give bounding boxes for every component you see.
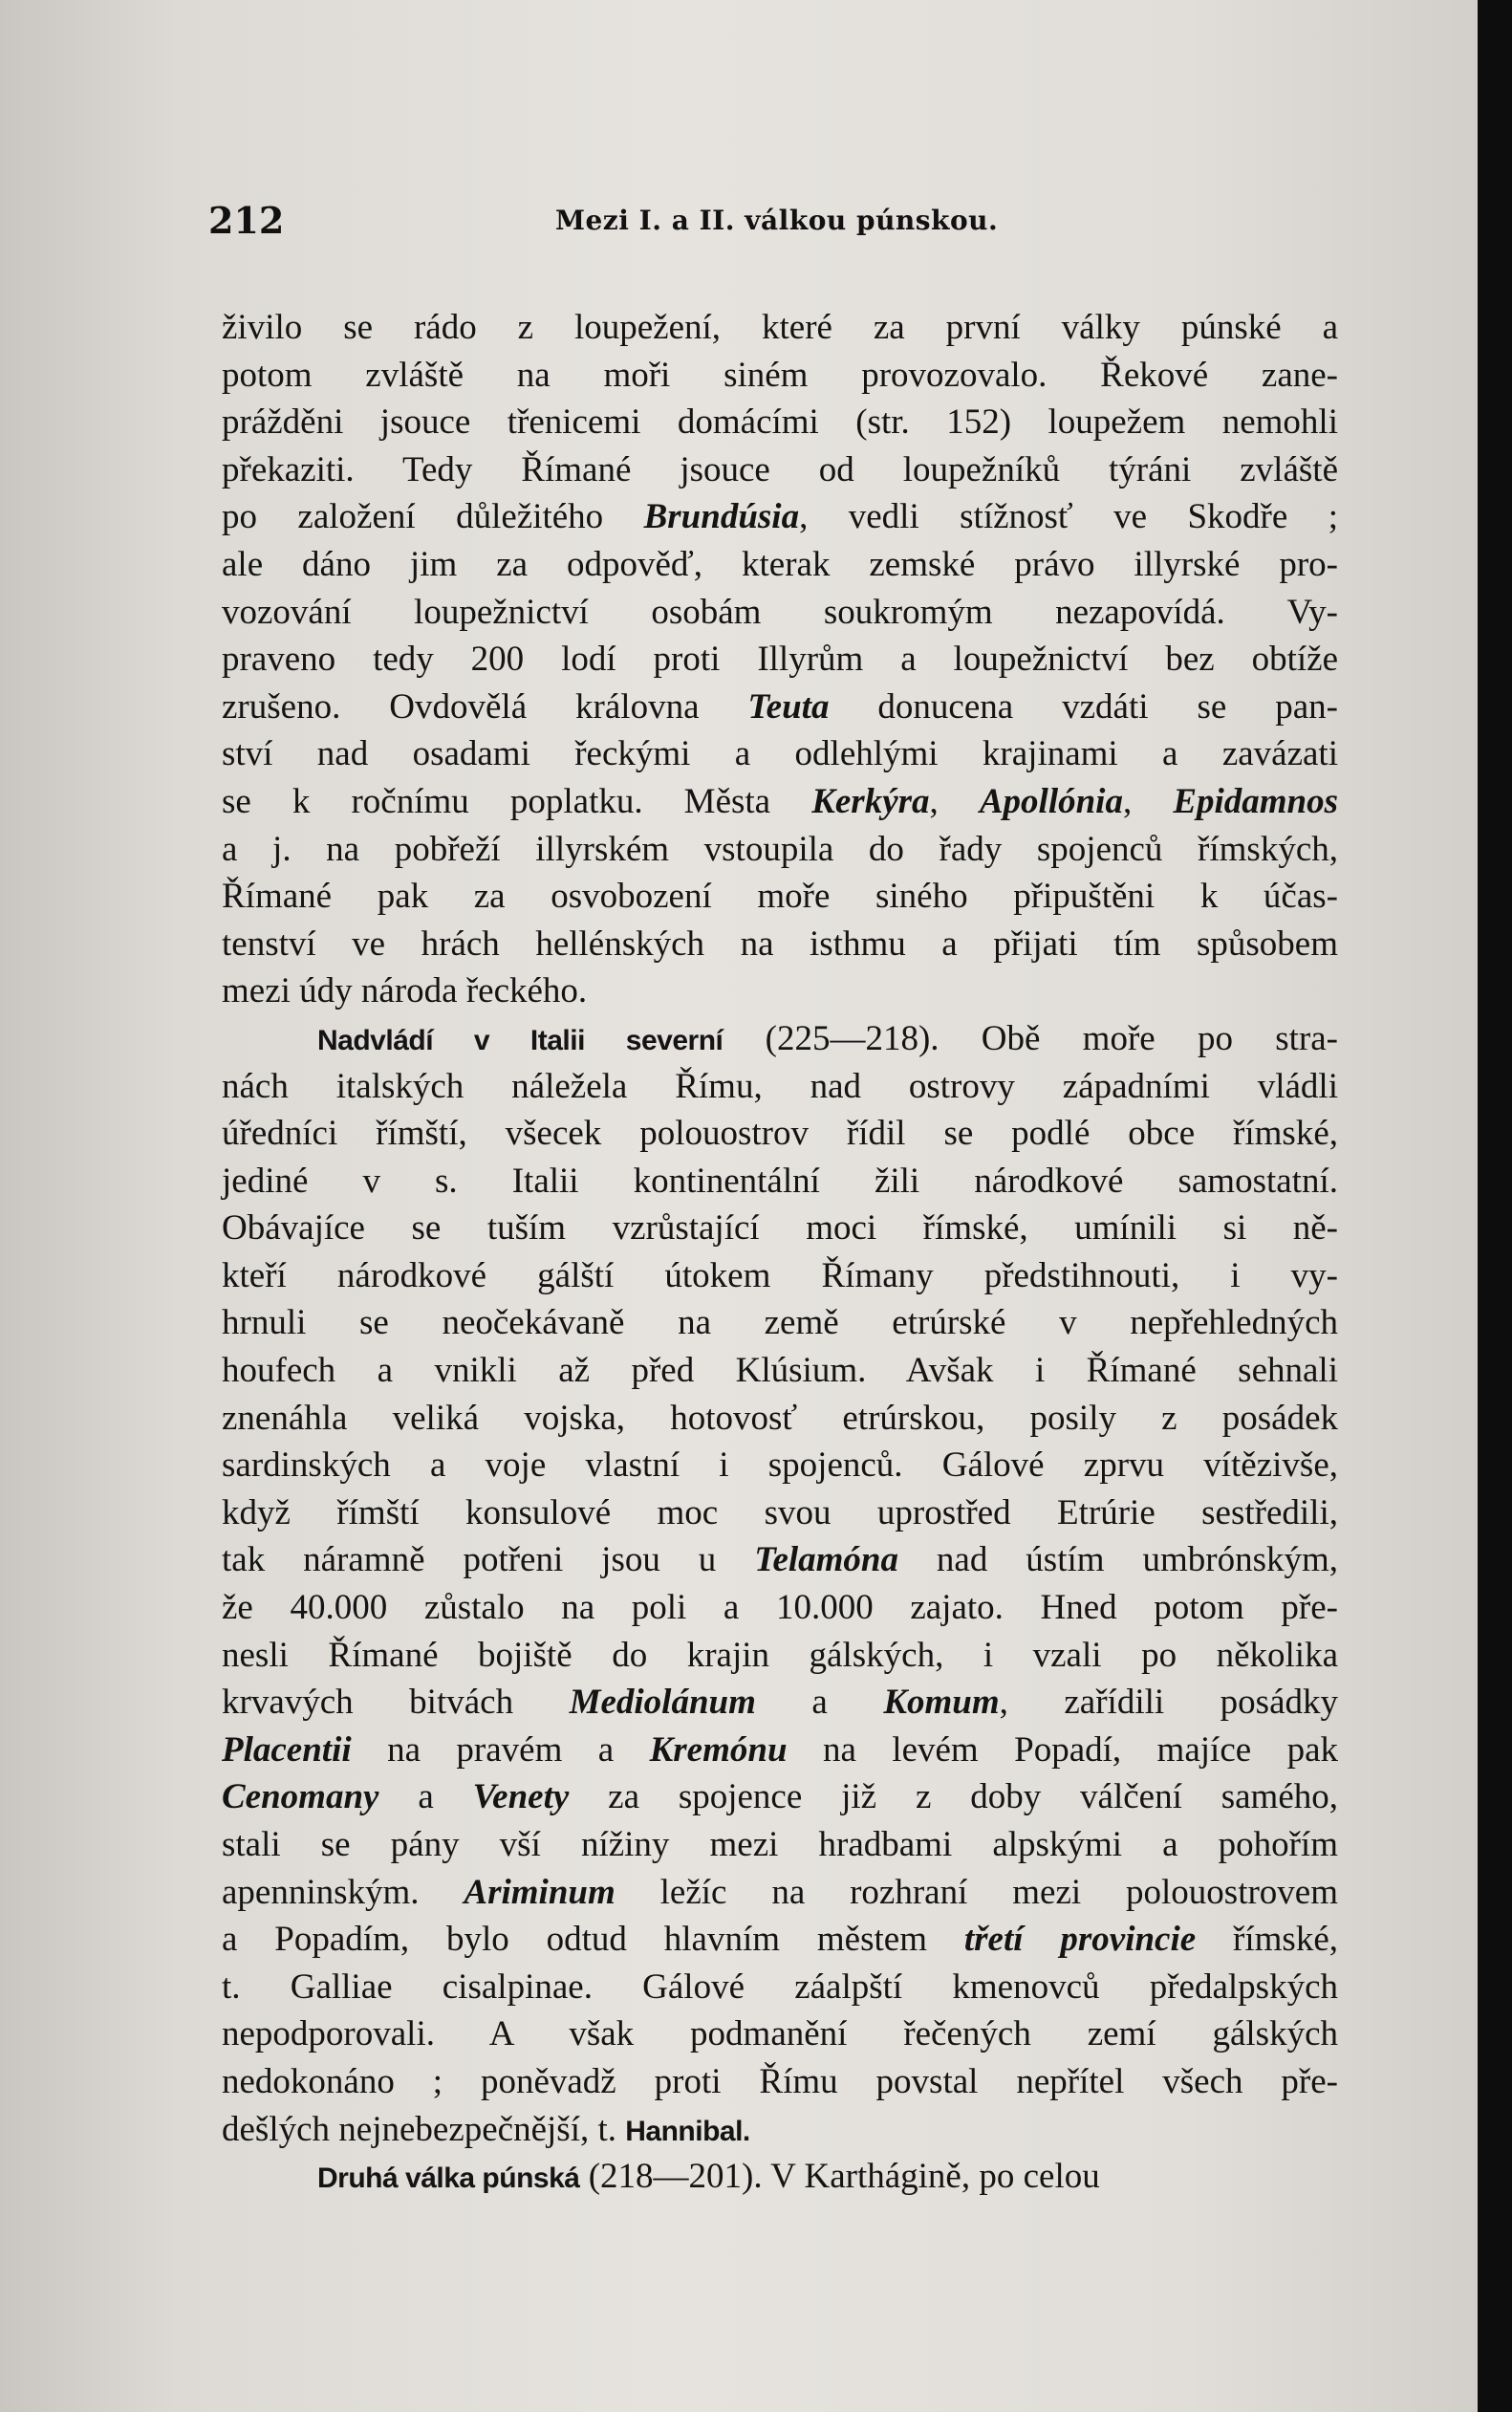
text-run: dešlých nejnebezpečnější, t. [222,2109,626,2149]
text-run: apenninským. [222,1872,464,1912]
running-head: Mezi I. a II. válkou púnskou. [555,205,999,236]
text-line [222,493,1338,541]
text-line [222,1347,1338,1395]
text-run: nách italských náležela Římu, nad ostrovy západními vládli [222,1066,1338,1106]
text-line [222,1395,1338,1443]
text-run: houfech a vnikli až před Klúsium. Avšak i Římané sehnali [222,1351,1338,1391]
text-run: Obávajíce se tuším vzrůstající moci římské, umínili si ně- [222,1208,1338,1249]
text-run: Římané pak za osvobození moře siného připuštěni k účas- [222,877,1338,917]
text-run: římské, [1196,1920,1339,1960]
text-line [222,1536,1338,1584]
text-line [222,1727,1338,1774]
text-line [222,826,1338,874]
text-line [222,1252,1338,1300]
text-run: sardinských a voje vlastní i spojenců. Gálové zprvu vítězivše, [222,1445,1338,1486]
text-line [222,1773,1338,1821]
text-line [222,1632,1338,1680]
text-run: nad ústím umbrónským, [898,1540,1338,1580]
text-run: nedokonáno ; poněvadž proti Římu povstal nepřítel všech pře- [222,2061,1338,2101]
text-run: na pravém a [351,1729,650,1770]
text-line [222,1205,1338,1252]
section-heading: Druhá válka púnská [317,2162,580,2195]
text-run: krvavých bitvách [222,1683,570,1723]
text-run: Ariminum [464,1872,616,1912]
text-run: (218—201). V Karthágině, po celou [579,2157,1100,2197]
text-run: Kremónu [649,1729,788,1770]
text-line [222,1964,1338,2011]
text-run: nepodporovali. A však podmanění řečených zemí gálských [222,2014,1338,2054]
text-line [222,1299,1338,1347]
text-line [222,1110,1338,1158]
text-run: nesli Římané bojiště do krajin gálských, i vzali po několika [222,1635,1338,1675]
text-run: kteří národkové gálští útokem Římany předstihnouti, i vy- [222,1255,1338,1295]
text-line [222,2058,1338,2106]
text-line [222,921,1338,968]
text-run: se k ročnímu poplatku. Města [222,781,812,821]
text-run: donucena vzdáti se pan- [829,686,1338,727]
text-line [222,352,1338,400]
text-run: třetí provincie [963,1920,1197,1960]
text-line [222,446,1338,494]
text-run: že 40.000 zůstalo na poli a 10.000 zajato. Hned potom pře- [222,1588,1338,1628]
text-run: (225—218). Obě moře po stra- [723,1018,1338,1058]
text-line [222,967,1338,1015]
text-line [222,1869,1338,1917]
text-line [222,2010,1338,2058]
text-run: živilo se rádo z loupežení, které za první války púnské a [222,308,1338,347]
section-heading: Hannibal. [625,2115,750,2147]
text-run: na levém Popadí, majíce pak [787,1729,1338,1770]
text-run: a [755,1683,884,1723]
text-run: ství nad osadami řeckými a odlehlými krajinami a zavázati [222,734,1338,774]
text-run: mezi údy národa řeckého. [222,971,588,1011]
text-line [222,2153,1338,2201]
text-run: tenství ve hrách hellénských na isthmu a přijati tím spůsobem [222,924,1338,964]
text-run: Venety [472,1777,570,1817]
text-run: potom zvláště na moři siném provozovalo. Řekové zane- [222,355,1338,395]
text-run: Brundúsia [643,497,800,537]
text-line [222,1063,1338,1111]
body-text [222,304,1338,2201]
text-run: stali se pány vší nížiny mezi hradbami alpskými a pohořím [222,1825,1338,1864]
text-line [222,1916,1338,1964]
text-run: Apollónia [979,781,1123,821]
text-run: ale dáno jim za odpověď, kterak zemské právo illyrské pro- [222,544,1338,584]
text-line [222,636,1338,684]
text-line [222,1015,1338,1063]
text-line [222,304,1338,352]
text-run: , [929,781,980,821]
text-line [222,684,1338,731]
text-run: , vedli stížnosť ve Skodře ; [799,497,1338,537]
section-heading: Nadvládí v Italii severní [317,1024,724,1056]
text-run: jediné v s. Italii kontinentální žili národkové samostatní. [222,1161,1338,1201]
text-run: znenáhla veliká vojska, hotovosť etrúrskou, posily z posádek [222,1398,1338,1438]
text-line [222,1158,1338,1206]
text-run: úředníci římští, všecek polouostrov řídil se podlé obce římské, [222,1114,1338,1154]
text-run: za spojence již z doby válčení samého, [569,1777,1338,1817]
text-run: tak náramně potřeni jsou u [222,1540,755,1580]
text-run: Mediolánum [569,1683,756,1723]
text-run: Kerkýra [811,781,930,821]
text-run: prážděni jsouce třenicemi domácími (str. 152) loupežem nemohli [222,402,1338,443]
text-run: a [378,1777,473,1817]
text-line [222,399,1338,446]
text-line [222,730,1338,778]
text-line [222,1442,1338,1489]
text-run: Telamóna [754,1540,898,1580]
text-run: a Popadím, bylo odtud hlavním městem [222,1920,964,1960]
text-run: a j. na pobřeží illyrském vstoupila do řady spojenců římských, [222,829,1338,869]
text-run: Placentii [222,1729,352,1770]
text-run: , [1122,781,1174,821]
text-line [222,1679,1338,1727]
text-run: zrušeno. Ovdovělá královna [222,686,748,727]
text-run: vozování loupežnictví osobám soukromým nezapovídá. Vy- [222,592,1338,632]
page-number: 212 [208,199,285,242]
text-line [222,873,1338,921]
text-line [222,1489,1338,1537]
text-line [222,2106,1338,2154]
text-run: Komum [883,1683,1000,1723]
text-run: po založení důležitého [222,497,644,537]
text-run: Epidamnos [1173,781,1339,821]
text-run: praveno tedy 200 lodí proti Illyrům a loupežnictví bez obtíže [222,640,1338,680]
page-header [208,191,1336,249]
text-run: když římští konsulové moc svou uprostřed Etrúrie sestředili, [222,1492,1338,1532]
text-run: t. Galliae cisalpinae. Gálové záalpští kmenovců předalpských [222,1967,1338,2007]
text-line [222,541,1338,589]
text-run: Cenomany [222,1777,379,1817]
text-run: hrnuli se neočekávaně na země etrúrské v nepřehledných [222,1303,1338,1343]
text-run: ležíc na rozhraní mezi polouostrovem [615,1872,1338,1912]
text-line [222,778,1338,826]
text-run: Teuta [747,686,830,727]
text-run: , zařídili posádky [999,1683,1338,1723]
text-line [222,1821,1338,1869]
text-run: překaziti. Tedy Římané jsouce od loupežníků týráni zvláště [222,449,1338,489]
text-line [222,589,1338,637]
text-line [222,1584,1338,1632]
